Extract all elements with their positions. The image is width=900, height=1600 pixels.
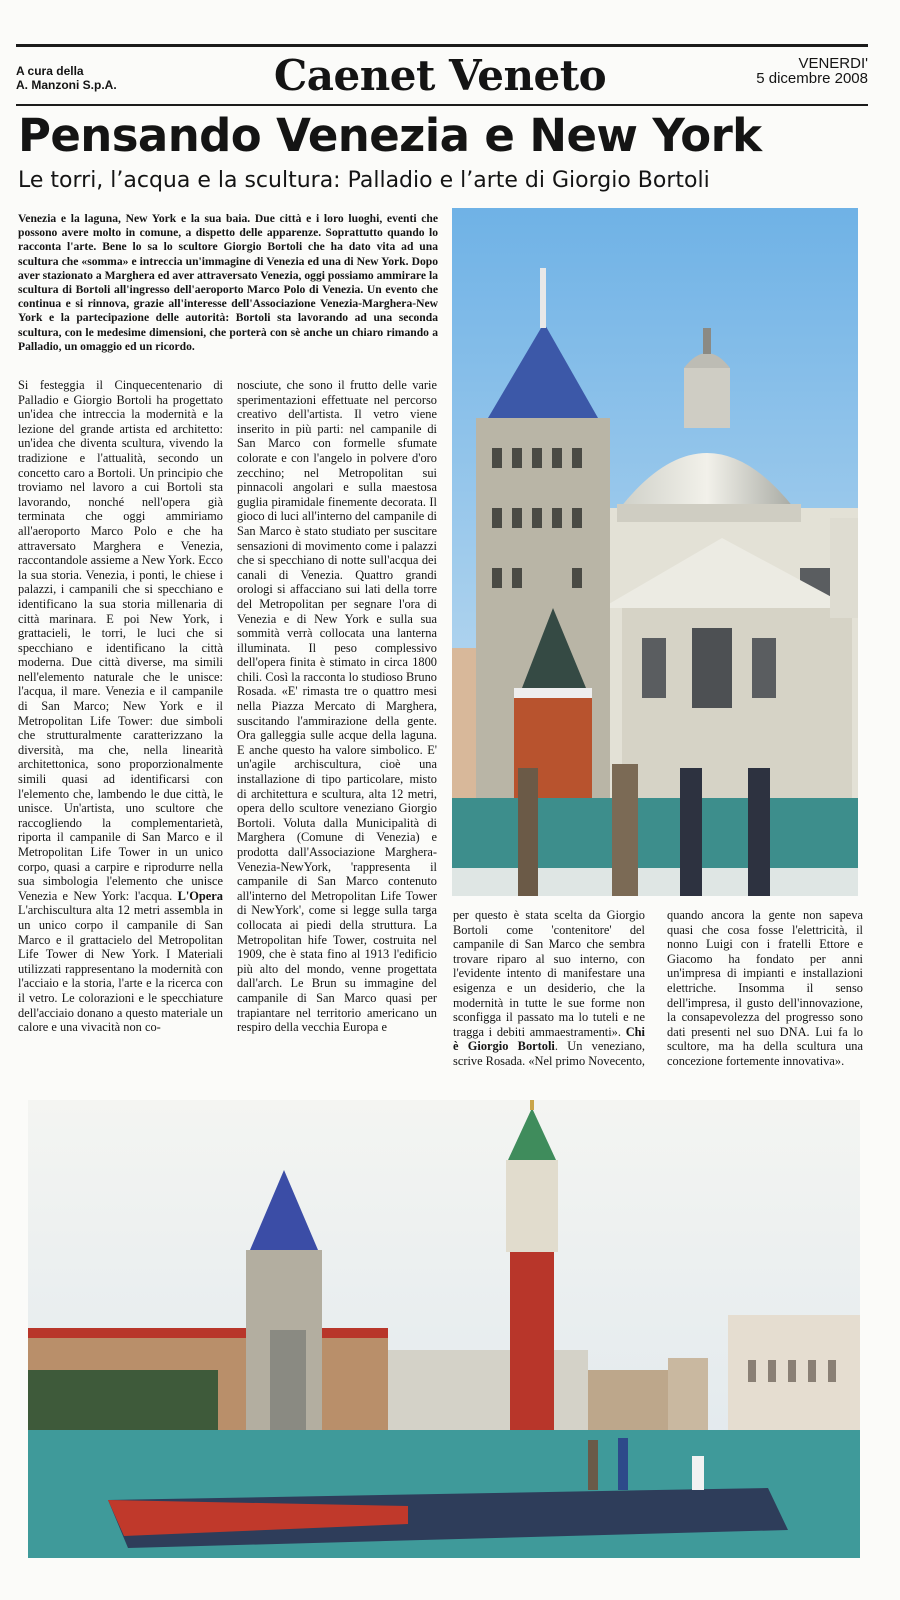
column-3-text-continued: . Un veneziano, scrive Rosada. «Nel primo Novecento,: [453, 1039, 646, 1068]
photo-sculpture-barge: [28, 1100, 860, 1558]
photo-sculpture-salute-graphic: [452, 208, 858, 896]
photo-sculpture-barge-graphic: [28, 1100, 860, 1558]
header-top-rule: [16, 44, 868, 47]
issue-date-text: 5 dicembre 2008: [756, 70, 868, 87]
article-column-4: quando ancora la gente non sapeva quasi che cosa fosse l'elettricità, il nonno Luigi con i fratelli Ettore e Giacomo ha fondato per anni un'impresa di impianti e installazioni elettriche. Insomma il senso dell'impresa, il gusto dell'innovazione, la consapevolezza del progresso sono dati presenti nel suo DNA. Lui fa lo scultore, ma ha della scultura una concezione fortemente innovativa».: [667, 908, 863, 1068]
photo-sculpture-salute: [452, 208, 858, 896]
article-column-3: [453, 908, 645, 1069]
curated-by: [16, 64, 117, 92]
issue-date: [756, 56, 868, 86]
article-column-2: nosciute, che sono il frutto delle varie sperimentazioni effettuate nel percorso creativo dell'artista. Il vetro viene inserito in più parti: nel campanile di San Marco con formelle sfumate colorate e con l'angelo in polvere d'oro zecchino; nel Metropolitan sui pinnacoli angolari e sulla maestosa guglia piramidale finemente decorata. Il gioco di luci all'interno del campanile di San Marco è stato studiato per suscitare sensazioni di movimento come i palazzi che si specchiano di notte sull'acqua dei canali di Venezia. Quattro grandi orologi si affacciano sui lati della torre del Metropolitan per segnare l'ora di Venezia e di New York e sulla sua sommità verrà collocata una lanterna illuminata. Il peso complessivo dell'opera finita è stimato in circa 1800 chili. Così la racconta lo studioso Bruno Rosada. «E' rimasta tre o quattro mesi nella Piazza Mercato di Marghera, suscitando l'ammirazione della gente. Ora galleggia sulle acque della laguna. E anche questo ha valore simbolico. E' un'agile archiscultura, cioè una installazione di tipo particolare, misto di architettura e scultura, alta 12 metri, opera dello scultore veneziano Giorgio Bortoli. Voluta dalla Municipalità di Marghera (Comune di Venezia) e prodotta dall'Associazione Marghera-Venezia-NewYork, 'rappresenta il campanile di San Marco contenuto all'interno del Metropolitan Life Tower di NewYork', come si legge sulla targa collocata ai piedi della struttura. La Metropolitan hife Tower, costruita nel 1909, che è stata fino al 1913 l'edificio più alto del mondo, venne progettata dall'arch. Le Brun su immagine del campanile di San Marco quasi per trapiantare nel territorio americano un respiro della vecchia Europa e: [237, 378, 437, 1035]
article-lead: Venezia e la laguna, New York e la sua baia. Due città e i loro luoghi, eventi che possono avere molto in comune, a dispetto delle apparenze. Soprattutto quando lo racconta l'arte. Bene lo sa lo scultore Giorgio Bortoli che ha dato vita ad una scultura che «somma» e intreccia un'immagine di Venezia ed una di New York. Dopo aver stazionato a Marghera ed aver attraversato Venezia, oggi possiamo ammirare la scultura di Bortoli all'ingresso dell'aeroporto Marco Polo di Venezia. Un evento che continua e si rinnova, grazie all'interesse dell'Associazione Venezia-Marghera-New York e la partecipazione delle autorità: Bortoli sta lavorando ad una seconda scultura, con le medesime dimensioni, che porterà con sè anche un chiaro rimando a Palladio, un omaggio ed un ricordo.: [18, 212, 438, 353]
column-1-subhead: L'Opera: [177, 888, 223, 903]
curated-line-2: A. Manzoni S.p.A.: [16, 78, 117, 92]
header-bottom-rule: [16, 104, 868, 106]
article-headline: Pensando Venezia e New York: [18, 109, 762, 162]
article-subheadline: Le torri, l’acqua e la scultura: Palladio e l’arte di Giorgio Bortoli: [18, 168, 710, 193]
issue-weekday: VENERDI': [798, 55, 868, 72]
article-column-1: [18, 378, 223, 1035]
column-3-subhead: Chi è Giorgio Bortoli: [453, 1024, 645, 1054]
column-1-text: Si festeggia il Cinquecentenario di Palladio e Giorgio Bortoli ha progettato un'idea che intreccia la modernità e la lezione del grande artista ed architetto: un'idea che diventa scultura, vivendo la tradizione e l'attualità, secondo un concetto caro a Bortoli. Un principio che troviamo nel lavoro a cui Bortoli sta lavorando, nonché nell'opera già terminata che oggi ammiriamo all'aeroporto Marco Polo e che ha attraversato Marghera e Venezia, raccontandole assieme a New York. Ecco la sua storia. Venezia, i ponti, le chiese i palazzi, i campanili che si specchiano e identificano la sua storia millenaria di città marinara. E poi New York, i grattacieli, le torri, le luci che si specchiano e identificano la città moderna. Due città diverse, ma simili nell'elemento naturale che le unisce: l'acqua, il mare. Venezia e il campanile di San Marco; New York e il Metropolitan Life Tower: due simboli che strutturalmente caratterizzano la diversità, ma che, nella linearità architettonica, sono proporzionalmente simili quasi ad identificarsi con l'elemento che, lambendo le due città, le unisce. Un'artista, uno scultore che raccogliendo la complementarietà, riporta il campanile di San Marco e il Metropolitan Life Tower in un unico corpo, quasi a carpire e riprodurre nella sua simbologia l'elemento che unisce Venezia e New York: l'acqua.: [18, 378, 223, 903]
newspaper-masthead: Caenet Veneto: [273, 51, 607, 100]
column-3-text: per questo è stata scelta da Giorgio Bortoli come 'contenitore' del campanile di San Marco che sembra trovare riparo al suo interno, con l'evidente intento di manifestare una esigenza e un desiderio, che la modernità in tutte le sue forme non sconfigga il passato ma lo tuteli e ne tragga i debiti ammaestramenti».: [453, 908, 645, 1039]
column-1-text-continued: L'archiscultura alta 12 metri assembla in un unico corpo il campanile di San Marco e il grattacielo del Metropolitan Life Tower di New York. I Materiali utilizzati rappresentano la modernità con l'acciaio e la storia, l'arte e la ricerca con il vetro. Le colorazioni e le specchiature dell'acciaio donano a questo materiale un calore e una vivacità non co-: [18, 903, 223, 1035]
curated-line-1: A cura della: [16, 64, 84, 78]
